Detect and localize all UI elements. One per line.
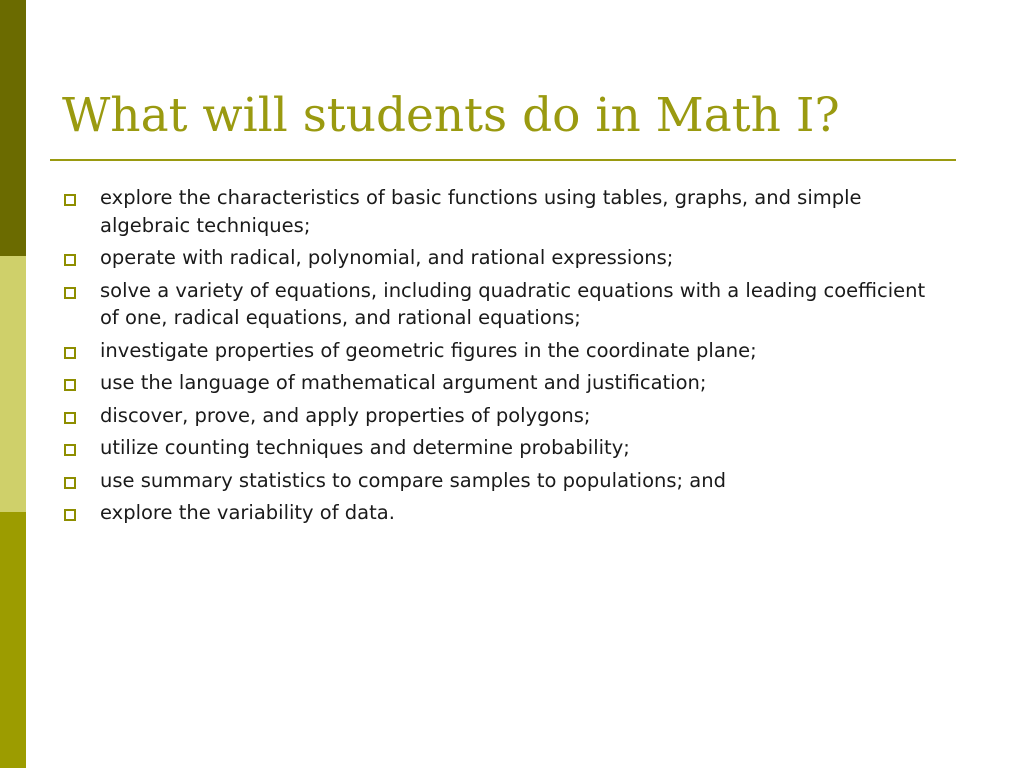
hollow-square-icon (64, 254, 76, 266)
bullet-item (62, 184, 942, 239)
bullet-item (62, 337, 942, 365)
bullet-text: investigate properties of geometric figures in the coordinate plane; (100, 338, 757, 362)
hollow-square-icon (64, 347, 76, 359)
bullet-text: explore the characteristics of basic functions using tables, graphs, and simple algebraic techniques; (100, 186, 862, 237)
bullet-item (62, 402, 942, 430)
bullet-list (62, 184, 942, 532)
bullet-text: explore the variability of data. (100, 501, 395, 524)
hollow-square-icon (64, 379, 76, 391)
bullet-text: use summary statistics to compare samples to populations; and (100, 468, 726, 492)
hollow-square-icon (64, 444, 76, 456)
title-divider (50, 159, 956, 161)
slide-title: What will students do in Math I? (62, 88, 840, 143)
hollow-square-icon (64, 412, 76, 424)
bullet-text: solve a variety of equations, including quadratic equations with a leading coefficient of one, radical equations, and rational equations; (100, 278, 926, 329)
hollow-square-icon (64, 477, 76, 489)
side-bar-middle (0, 256, 26, 512)
bullet-text: discover, prove, and apply properties of polygons; (100, 403, 591, 427)
bullet-item (62, 467, 942, 495)
bullet-item (62, 369, 942, 397)
bullet-item (62, 244, 942, 272)
bullet-text: utilize counting techniques and determine probability; (100, 436, 630, 459)
bullet-text: operate with radical, polynomial, and rational expressions; (100, 246, 674, 269)
bullet-item (62, 434, 942, 462)
side-bar-top (0, 0, 26, 256)
bullet-text: use the language of mathematical argument and justification; (100, 371, 707, 394)
hollow-square-icon (64, 194, 76, 206)
bullet-item (62, 277, 942, 332)
hollow-square-icon (64, 509, 76, 521)
hollow-square-icon (64, 287, 76, 299)
bullet-item (62, 499, 942, 527)
side-bar-bottom (0, 512, 26, 768)
